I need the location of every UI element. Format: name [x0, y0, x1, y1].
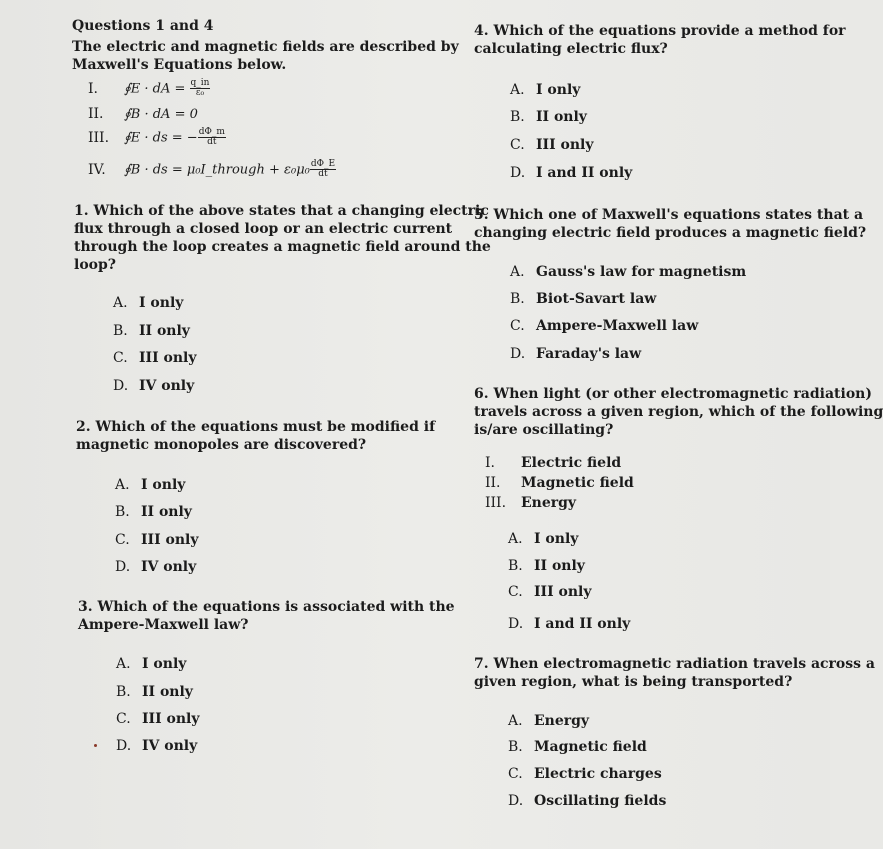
- q7-option-d[interactable]: D. Oscillating fields: [508, 793, 667, 809]
- q4-option-d[interactable]: D. I and II only: [510, 165, 633, 181]
- q4-line-2: calculating electric flux?: [474, 41, 668, 57]
- intro-line-2: Maxwell's Equations below.: [72, 57, 287, 73]
- q4-option-b[interactable]: B. II only: [510, 109, 587, 125]
- intro-line-1: The electric and magnetic fields are described by: [72, 39, 459, 55]
- q1-option-c[interactable]: C. III only: [113, 350, 197, 366]
- q2-option-b[interactable]: B. II only: [115, 504, 192, 520]
- q5-option-c[interactable]: C. Ampere-Maxwell law: [510, 318, 699, 334]
- q6-option-c[interactable]: C. III only: [508, 584, 592, 600]
- q1-line-3: through the loop creates a magnetic field around the: [74, 239, 491, 255]
- q4-option-a[interactable]: A. I only: [510, 82, 581, 98]
- q5-line-2: changing electric field produces a magnetic field?: [474, 225, 867, 241]
- q3-option-a[interactable]: A. I only: [116, 656, 187, 672]
- q6-item-3: III. Energy: [485, 495, 577, 511]
- section-title: Questions 1 and 4: [72, 18, 214, 34]
- q3-line-1: 3. Which of the equations is associated with the: [78, 599, 455, 615]
- q7-option-c[interactable]: C. Electric charges: [508, 766, 662, 782]
- equation-3: III. ∮E · ds = − $\frac{d\Phi\_m}{dt}$: [88, 127, 225, 147]
- q1-option-b[interactable]: B. II only: [113, 323, 190, 339]
- q6-item-2: II. Magnetic field: [485, 475, 634, 491]
- q1-line-1: 1. Which of the above states that a changing electric: [74, 203, 489, 219]
- q3-option-c[interactable]: C. III only: [116, 711, 200, 727]
- equation-2: II. ∮B · dA = 0: [88, 106, 198, 122]
- q2-option-d[interactable]: D. IV only: [115, 559, 197, 575]
- q6-line-1: 6. When light (or other electromagnetic radiation): [474, 386, 872, 402]
- equation-4: IV. ∮B · ds = μ₀I_through + ε₀μ₀ $\frac{d\Phi\_E}{dt}$: [88, 159, 336, 179]
- q5-option-a[interactable]: A. Gauss's law for magnetism: [510, 264, 747, 280]
- pen-mark: [94, 744, 97, 747]
- q1-line-4: loop?: [74, 257, 116, 273]
- q2-line-2: magnetic monopoles are discovered?: [76, 437, 367, 453]
- q1-line-2: flux through a closed loop or an electric current: [74, 221, 453, 237]
- q5-option-b[interactable]: B. Biot-Savart law: [510, 291, 657, 307]
- q6-line-2: travels across a given region, which of the following: [474, 404, 883, 420]
- q6-option-a[interactable]: A. I only: [508, 531, 579, 547]
- q2-line-1: 2. Which of the equations must be modified if: [76, 419, 436, 435]
- q7-line-2: given region, what is being transported?: [474, 674, 793, 690]
- q6-option-d[interactable]: D. I and II only: [508, 616, 631, 632]
- q1-option-d[interactable]: D. IV only: [113, 378, 195, 394]
- q7-line-1: 7. When electromagnetic radiation travels across a: [474, 656, 875, 672]
- q4-line-1: 4. Which of the equations provide a method for: [474, 23, 846, 39]
- q5-option-d[interactable]: D. Faraday's law: [510, 346, 642, 362]
- q4-option-c[interactable]: C. III only: [510, 137, 594, 153]
- q7-option-a[interactable]: A. Energy: [508, 713, 590, 729]
- q3-option-d[interactable]: D. IV only: [116, 738, 198, 754]
- q3-option-b[interactable]: B. II only: [116, 684, 193, 700]
- q2-option-c[interactable]: C. III only: [115, 532, 199, 548]
- q6-item-1: I. Electric field: [485, 455, 622, 471]
- q6-line-3: is/are oscillating?: [474, 422, 614, 438]
- q2-option-a[interactable]: A. I only: [115, 477, 186, 493]
- q1-option-a[interactable]: A. I only: [113, 295, 184, 311]
- q7-option-b[interactable]: B. Magnetic field: [508, 739, 647, 755]
- equation-1: I. ∮E · dA = $\frac{q\_in}{\text{ε₀}}$: [88, 78, 210, 98]
- q3-line-2: Ampere-Maxwell law?: [78, 617, 249, 633]
- q6-option-b[interactable]: B. II only: [508, 558, 585, 574]
- q5-line-1: 5. Which one of Maxwell's equations states that a: [474, 207, 864, 223]
